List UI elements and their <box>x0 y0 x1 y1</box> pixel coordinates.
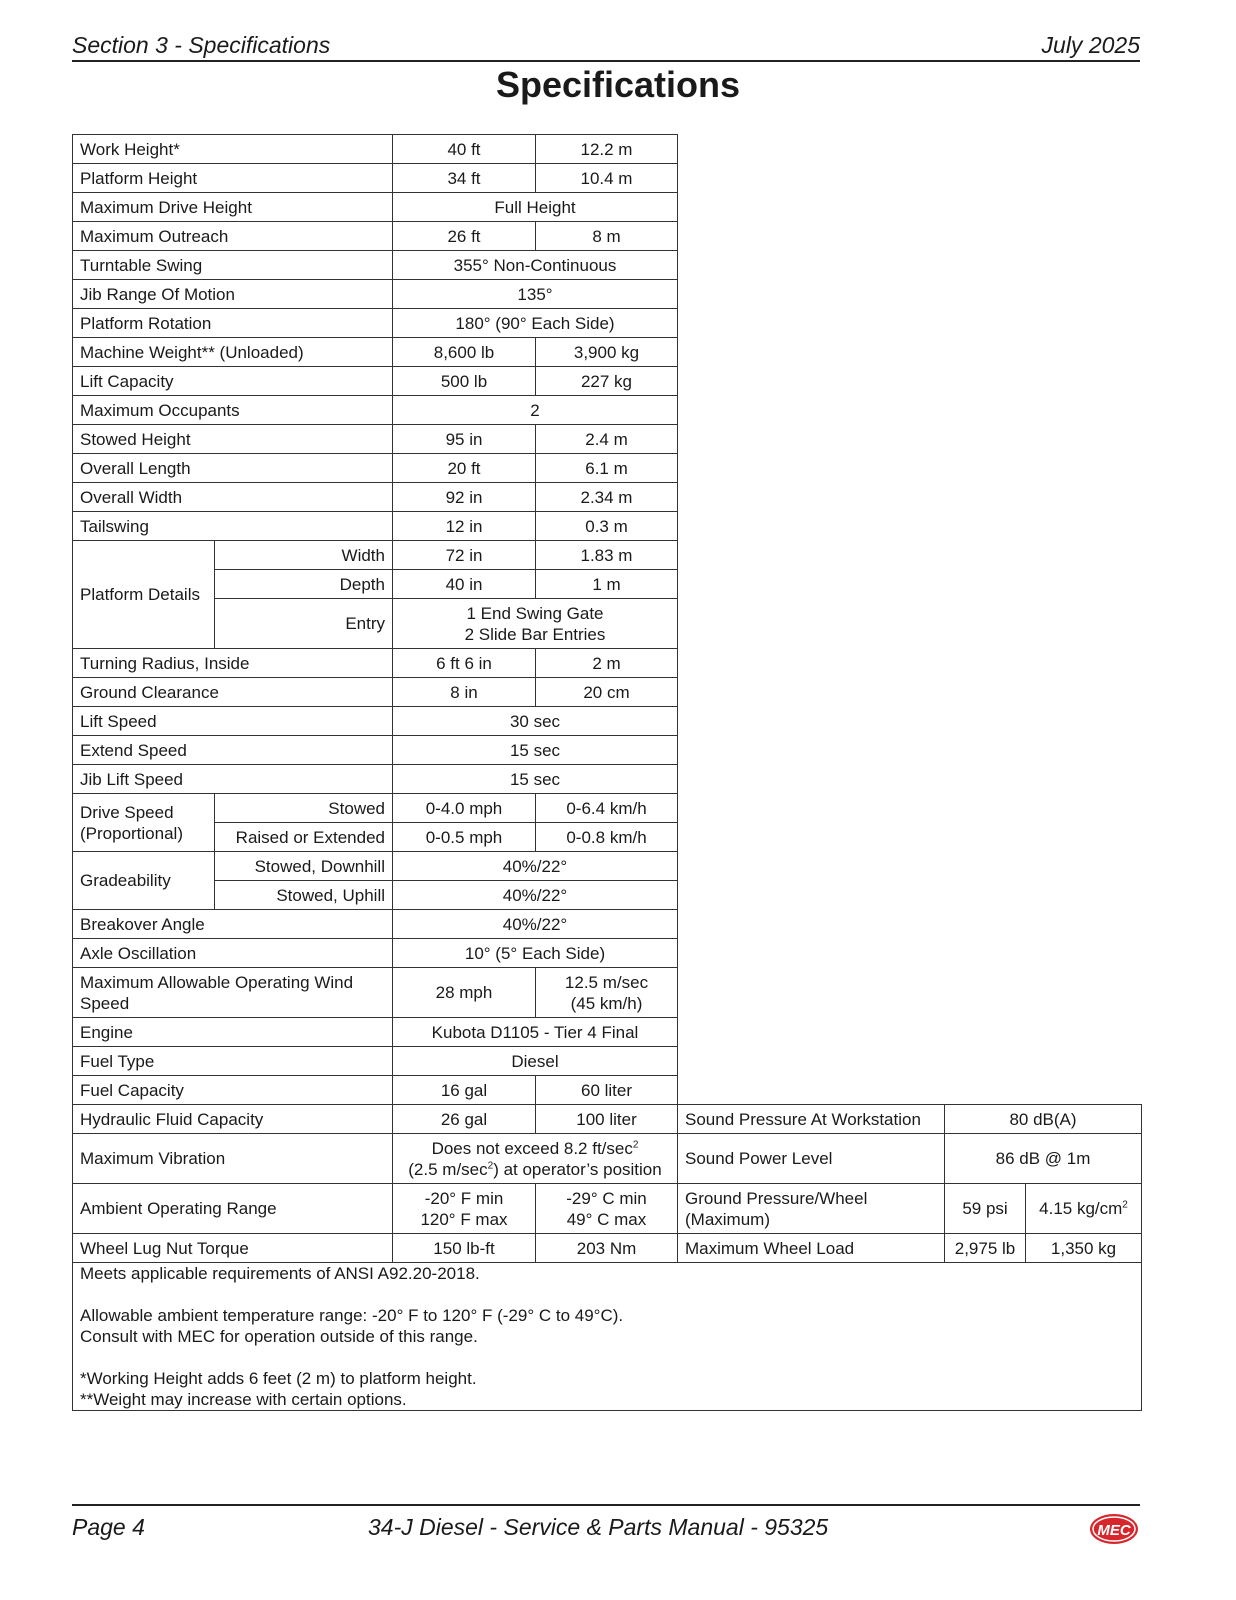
row-label: Lift Capacity <box>73 367 393 396</box>
table-row <box>73 1105 1142 1134</box>
table-row <box>73 736 1142 765</box>
label-line: (Maximum) <box>685 1209 770 1229</box>
imperial-value: 8,600 lb <box>393 338 536 367</box>
metric-value: 12.2 m <box>536 135 678 164</box>
row-label: Work Height* <box>73 135 393 164</box>
imperial-value: 72 in <box>393 541 536 570</box>
row-label: Lift Speed <box>73 707 393 736</box>
sub-label: Raised or Extended <box>215 823 393 852</box>
table-row <box>73 396 1142 425</box>
row-label: Jib Lift Speed <box>73 765 393 794</box>
entry-line: 1 End Swing Gate <box>466 603 604 623</box>
label-line: Ground Pressure/Wheel <box>685 1188 868 1208</box>
table-row <box>73 1018 1142 1047</box>
imperial-value: 0-0.5 mph <box>393 823 536 852</box>
row-value: 2 <box>393 396 678 425</box>
specifications-table <box>72 134 1142 1411</box>
row-label: Wheel Lug Nut Torque <box>73 1234 393 1263</box>
table-row <box>73 1234 1142 1263</box>
metric-value: 10.4 m <box>536 164 678 193</box>
metric-value: 2.34 m <box>536 483 678 512</box>
metric-value: 1,350 kg <box>1026 1234 1142 1263</box>
table-row <box>73 454 1142 483</box>
table-row <box>73 1134 1142 1184</box>
row-label: Turning Radius, Inside <box>73 649 393 678</box>
row-value: 135° <box>393 280 678 309</box>
imperial-value: 150 lb-ft <box>393 1234 536 1263</box>
table-row <box>73 425 1142 454</box>
row-value: 40%/22° <box>393 881 678 910</box>
note-line: Allowable ambient temperature range: -20° F to 120° F (-29° C to 49°C). <box>80 1306 624 1325</box>
superscript: 2 <box>487 1159 494 1171</box>
value-line: (45 km/h) <box>570 993 643 1013</box>
imperial-value: 8 in <box>393 678 536 707</box>
table-row <box>73 338 1142 367</box>
imperial-value: 26 ft <box>393 222 536 251</box>
metric-value <box>536 968 678 1018</box>
imperial-value: 59 psi <box>945 1184 1026 1234</box>
metric-value: 8 m <box>536 222 678 251</box>
value-line: 49° C max <box>566 1209 647 1229</box>
page-footer <box>72 1504 1140 1544</box>
row-label: Maximum Wheel Load <box>678 1234 945 1263</box>
table-row <box>73 570 1142 599</box>
row-label: Stowed Height <box>73 425 393 454</box>
table-row <box>73 483 1142 512</box>
note-line <box>80 1284 1134 1305</box>
sub-label: Width <box>215 541 393 570</box>
imperial-value: 40 in <box>393 570 536 599</box>
sub-label: Stowed, Uphill <box>215 881 393 910</box>
row-value: 40%/22° <box>393 910 678 939</box>
row-value: 86 dB @ 1m <box>945 1134 1142 1184</box>
imperial-value: 26 gal <box>393 1105 536 1134</box>
metric-value: 0.3 m <box>536 512 678 541</box>
imperial-value: 40 ft <box>393 135 536 164</box>
row-label: Fuel Type <box>73 1047 393 1076</box>
table-row <box>73 968 1142 1018</box>
page-header <box>72 30 1140 62</box>
metric-value: 227 kg <box>536 367 678 396</box>
superscript: 2 <box>1122 1199 1128 1211</box>
note-line <box>80 1347 1134 1368</box>
sub-label: Depth <box>215 570 393 599</box>
metric-value <box>536 1184 678 1234</box>
metric-value: 203 Nm <box>536 1234 678 1263</box>
vibration-text: Does not exceed 8.2 ft/sec <box>431 1138 633 1158</box>
label-line: (Proportional) <box>80 823 183 843</box>
table-row <box>73 852 1142 881</box>
table-row <box>73 765 1142 794</box>
table-row <box>73 367 1142 396</box>
imperial-value: 20 ft <box>393 454 536 483</box>
table-row <box>73 135 1142 164</box>
row-label: Machine Weight** (Unloaded) <box>73 338 393 367</box>
table-row <box>73 512 1142 541</box>
row-label: Platform Details <box>73 541 215 649</box>
metric-value: 0-0.8 km/h <box>536 823 678 852</box>
table-row <box>73 939 1142 968</box>
notes <box>73 1263 1142 1411</box>
table-row <box>73 164 1142 193</box>
row-label: Jib Range Of Motion <box>73 280 393 309</box>
table-row <box>73 881 1142 910</box>
metric-value: 6.1 m <box>536 454 678 483</box>
row-label: Axle Oscillation <box>73 939 393 968</box>
row-label: Overall Length <box>73 454 393 483</box>
metric-value: 3,900 kg <box>536 338 678 367</box>
imperial-value: 16 gal <box>393 1076 536 1105</box>
table-row <box>73 541 1142 570</box>
note-line: Consult with MEC for operation outside of this range. <box>80 1327 478 1346</box>
row-label: Gradeability <box>73 852 215 910</box>
row-label: Tailswing <box>73 512 393 541</box>
row-label: Ground Clearance <box>73 678 393 707</box>
imperial-value: 12 in <box>393 512 536 541</box>
row-value: Diesel <box>393 1047 678 1076</box>
imperial-value <box>393 1184 536 1234</box>
table-row <box>73 193 1142 222</box>
table-row <box>73 1047 1142 1076</box>
table-row <box>73 823 1142 852</box>
row-label <box>73 968 393 1018</box>
value-line: 12.5 m/sec <box>564 972 649 992</box>
row-label: Fuel Capacity <box>73 1076 393 1105</box>
table-row <box>73 222 1142 251</box>
row-label: Maximum Outreach <box>73 222 393 251</box>
row-value: Kubota D1105 - Tier 4 Final <box>393 1018 678 1047</box>
note-line: Meets applicable requirements of ANSI A92.20-2018. <box>80 1264 480 1283</box>
table-row <box>73 309 1142 338</box>
note-line: *Working Height adds 6 feet (2 m) to platform height. <box>80 1369 477 1388</box>
row-value: 15 sec <box>393 765 678 794</box>
vibration-text: ) at operator’s position <box>493 1159 662 1179</box>
imperial-value: 92 in <box>393 483 536 512</box>
row-value: 355° Non-Continuous <box>393 251 678 280</box>
table-row <box>73 678 1142 707</box>
row-label: Maximum Occupants <box>73 396 393 425</box>
table-row <box>73 794 1142 823</box>
pressure-metric: 4.15 kg/cm <box>1039 1199 1123 1218</box>
row-value: 80 dB(A) <box>945 1105 1142 1134</box>
row-label: Maximum Drive Height <box>73 193 393 222</box>
label-line: Speed <box>80 993 130 1013</box>
page-number: Page 4 <box>72 1514 145 1540</box>
row-label: Engine <box>73 1018 393 1047</box>
table-row <box>73 251 1142 280</box>
metric-value: 1.83 m <box>536 541 678 570</box>
value-line: -20° F min <box>424 1188 504 1208</box>
section-title: Section 3 - Specifications <box>72 32 331 58</box>
row-label: Overall Width <box>73 483 393 512</box>
imperial-value: 500 lb <box>393 367 536 396</box>
table-row <box>73 280 1142 309</box>
row-label: Breakover Angle <box>73 910 393 939</box>
imperial-value: 2,975 lb <box>945 1234 1026 1263</box>
imperial-value: 28 mph <box>393 968 536 1018</box>
page-title: Specifications <box>495 64 741 105</box>
imperial-value: 6 ft 6 in <box>393 649 536 678</box>
row-label: Ambient Operating Range <box>73 1184 393 1234</box>
note-line: **Weight may increase with certain options. <box>80 1390 407 1409</box>
row-label: Sound Pressure At Workstation <box>678 1105 945 1134</box>
mec-logo-icon <box>1088 1512 1140 1546</box>
imperial-value: 0-4.0 mph <box>393 794 536 823</box>
label-line: Maximum Allowable Operating Wind <box>80 972 354 992</box>
row-label <box>73 794 215 852</box>
row-label: Hydraulic Fluid Capacity <box>73 1105 393 1134</box>
vibration-text: (2.5 m/sec <box>408 1159 488 1179</box>
superscript: 2 <box>632 1138 639 1150</box>
row-value: 30 sec <box>393 707 678 736</box>
manual-title: 34-J Diesel - Service & Parts Manual - 95325 <box>368 1514 829 1540</box>
notes-row <box>73 1263 1142 1411</box>
row-label: Platform Rotation <box>73 309 393 338</box>
metric-value: 2 m <box>536 649 678 678</box>
metric-value <box>1026 1184 1142 1234</box>
row-value: Full Height <box>393 193 678 222</box>
imperial-value: 95 in <box>393 425 536 454</box>
table-row <box>73 599 1142 649</box>
row-label: Sound Power Level <box>678 1134 945 1184</box>
row-value <box>393 1134 678 1184</box>
value-line: 120° F max <box>420 1209 508 1229</box>
metric-value: 60 liter <box>536 1076 678 1105</box>
row-label: Extend Speed <box>73 736 393 765</box>
row-value: 15 sec <box>393 736 678 765</box>
row-value: 10° (5° Each Side) <box>393 939 678 968</box>
row-label: Turntable Swing <box>73 251 393 280</box>
metric-value: 2.4 m <box>536 425 678 454</box>
sub-label: Entry <box>215 599 393 649</box>
metric-value: 20 cm <box>536 678 678 707</box>
metric-value: 0-6.4 km/h <box>536 794 678 823</box>
metric-value: 1 m <box>536 570 678 599</box>
table-row <box>73 649 1142 678</box>
entry-line: 2 Slide Bar Entries <box>464 624 606 644</box>
sub-label: Stowed, Downhill <box>215 852 393 881</box>
row-value <box>393 599 678 649</box>
row-value: 180° (90° Each Side) <box>393 309 678 338</box>
value-line: -29° C min <box>566 1188 647 1208</box>
table-row <box>73 707 1142 736</box>
label-line: Drive Speed <box>80 802 174 822</box>
header-date: July 2025 <box>1041 32 1140 58</box>
table-row <box>73 1076 1142 1105</box>
sub-label: Stowed <box>215 794 393 823</box>
row-label: Platform Height <box>73 164 393 193</box>
logo-text: MEC <box>1097 1522 1131 1539</box>
table-row <box>73 1184 1142 1234</box>
row-label <box>678 1184 945 1234</box>
row-value: 40%/22° <box>393 852 678 881</box>
table-row <box>73 910 1142 939</box>
imperial-value: 34 ft <box>393 164 536 193</box>
metric-value: 100 liter <box>536 1105 678 1134</box>
row-label: Maximum Vibration <box>73 1134 393 1184</box>
